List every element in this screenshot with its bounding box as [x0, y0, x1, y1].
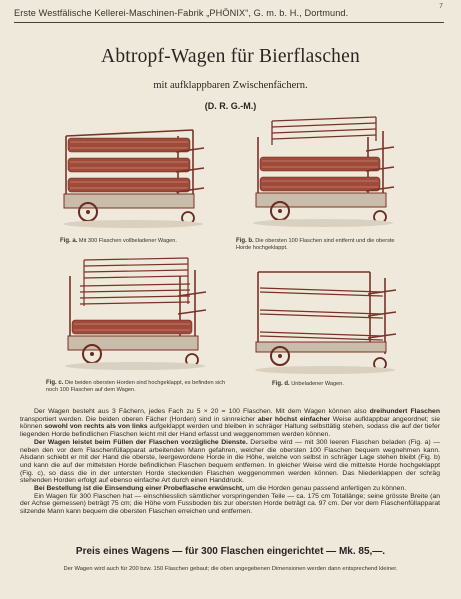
figure-c-text: Die beiden obersten Horden sind hochgeklappt, es befinden sich noch 100 Flaschen auf dem Wagen. — [46, 380, 226, 393]
paragraph-order-note: Bei Bestellung ist die Einsendung einer Probeflasche erwünscht, um die Horden genau passend anfertigen zu können. — [34, 485, 407, 493]
figure-a-label: Fig. a. — [60, 238, 78, 244]
figure-c-label: Fig. c. — [46, 380, 64, 386]
company-header: Erste Westfälische Kellerei-Maschinen-Fabrik „PHÖNIX“, G. m. b. H., Dortmund. — [14, 8, 349, 18]
figure-d-label: Fig. d. — [272, 381, 290, 387]
figure-a-text: Mit 300 Flaschen vollbeladener Wagen. — [78, 238, 177, 244]
figure-d-text: Unbeladener Wagen. — [291, 381, 344, 387]
patent-mark: (D. R. G.-M.) — [204, 101, 257, 111]
header-rule — [14, 22, 444, 23]
figure-c-caption — [46, 380, 226, 394]
paragraph-usage: Der Wagen leistet beim Füllen der Flaschen vorzügliche Dienste. Derselbe wird — mit 300 leeren Flaschen beladen (Fig. a) — neben den vor dem Flaschenfüllapparat arbeitenden Mann gefahren, welcher die obersten 100 Flaschen bequem wegnehmen kann. Alsdann schiebt er mit der Hand die oberste, leergewordene Horde in die Höhe, welche von selbst in schräger Lage stehen bleibt (Fig. b) und kann die auf der mittelsten Horde befindlichen Flaschen bequem entfernen. In gleicher Weise wird die mittelste Horde hochgeklappt (Fig. c), so dass die in der untersten Horde steckenden Flaschen weggenommen werden können. Das Niederklappen der schräg stehenden Horden erfolgt auf ebenso einfache Art durch einen Handdruck. — [20, 438, 440, 485]
figure-a-illustration — [58, 126, 208, 230]
figure-b-text: Die obersten 100 Flaschen sind entfernt und die oberste Horde hochgeklappt. — [236, 238, 395, 251]
description-text — [20, 408, 440, 516]
figure-a-caption — [60, 238, 220, 245]
figure-b-caption — [236, 238, 406, 252]
figure-b-illustration — [248, 115, 398, 230]
figure-c-illustration — [60, 256, 210, 371]
figure-d-caption — [272, 381, 422, 388]
page-number: 7 — [439, 3, 443, 10]
price-line: Preis eines Wagens — für 300 Flaschen eingerichtet — Mk. 85,—. — [75, 546, 386, 557]
footer-note: Der Wagen wird auch für 200 bzw. 150 Flaschen gebaut; die oben angegebenen Dimensionen werden dann entsprechend kleiner. — [63, 566, 398, 572]
page-subtitle: mit aufklappbaren Zwischenfächern. — [153, 80, 308, 91]
figure-b-label: Fig. b. — [236, 238, 254, 244]
paragraph-construction: Der Wagen besteht aus 3 Fächern, jedes Fach zu 5 × 20 = 100 Flaschen. Mit dem Wagen können also dreihundert Flaschen transportiert werden. Die beiden oberen Fächer (Horden) sind in sinnreicher aber höchst einfacher Weise aufklappbar angeordnet; sie können sowohl von rechts als von links aufgeklappt werden und bleiben in schräger Haltung selbsttätig stehen, sodass die auf der tiefer liegenden Horde befindlichen Flaschen leicht mit der Hand erfasst und weggenommen werden können. — [20, 408, 441, 439]
figure-d-illustration — [250, 266, 400, 376]
page-title: Abtropf-Wagen für Bierflaschen — [101, 46, 360, 67]
paragraph-dimensions: Ein Wagen für 300 Flaschen hat — einschliesslich sämtlicher vorspringenden Teile — ca. 175 cm Totallänge; seine grösste Breite (an der Achse gemessen) beträgt 75 cm; die Höhe vom Fussboden bis zur obersten Horde beträgt ca. 97 cm. Der vor dem Flaschenfüllapparat sitzende Mann kann bequem die obersten Flaschen erreichen und entfernen. — [20, 492, 440, 516]
